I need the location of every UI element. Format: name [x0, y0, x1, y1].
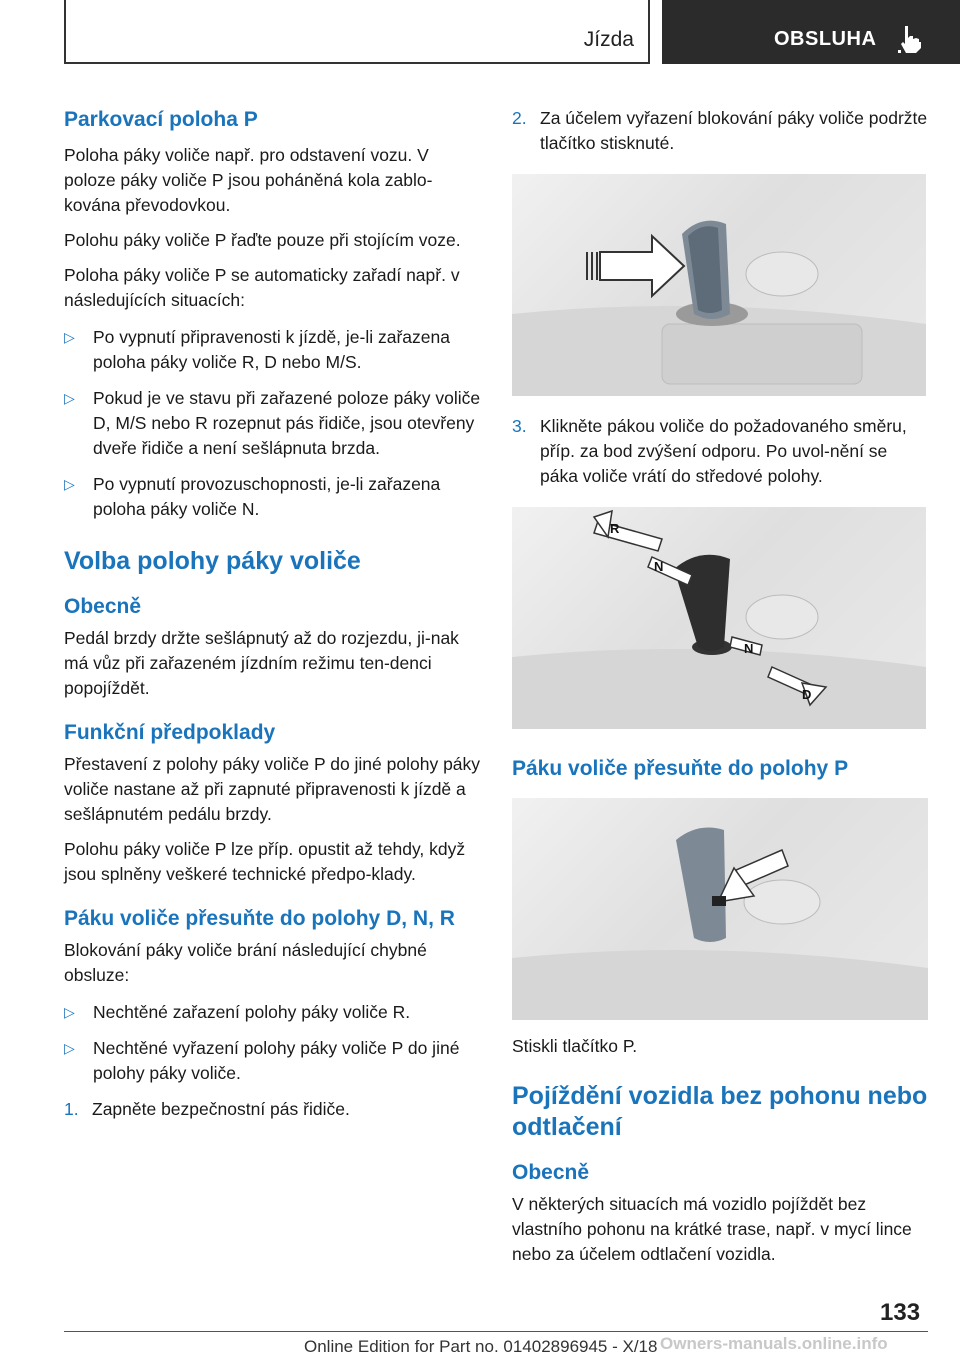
label-n-lower: N [744, 641, 754, 656]
left-column [64, 100, 484, 1122]
parking-title: Parkovací poloha P [64, 108, 258, 131]
watermark-site: Owners-manuals.online.info [660, 1334, 888, 1353]
chapter-title: OBSLUHA [774, 28, 877, 50]
general-title: Obecně [64, 595, 142, 618]
list-item: ▷ Nechtěné vyřazení polohy páky voliče P do jiné polohy páky voliče. [64, 1038, 460, 1083]
selector-directions-image [512, 507, 926, 729]
step-item: 3. Klikněte pákou voliče do požadovaného směru, příp. za bod zvýšení odporu. Po uvol-nění se páka voliče vrátí do středové polohy. [512, 416, 907, 486]
section-title: Jízda [583, 28, 634, 51]
step-item: 2. Za účelem vyřazení blokování páky voliče podržte tlačítko stisknuté. [512, 108, 928, 153]
list-item: ▷ Po vypnutí připravenosti k jízdě, je-li zařazena poloha páky voliče R, D nebo M/S. [64, 327, 450, 372]
nopower-paragraph: V některých situacích má vozidlo pojíždět bez vlastního pohonu na krátké trase, např. v mycí lince nebo za účelem odtlačení vozidla. [512, 1194, 912, 1264]
parking-paragraph-3: Poloha páky voliče P se automaticky zařadí např. v následujících situacích: [64, 265, 460, 310]
list-item: ▷ Nechtěné zařazení polohy páky voliče R. [64, 1002, 411, 1022]
p-title: Páku voliče přesuňte do polohy P [512, 757, 849, 780]
edition-text: Online Edition for Part no. 01402896945 - X/18 [304, 1337, 658, 1356]
label-d: D [802, 687, 812, 702]
prereq-paragraph-2: Polohu páky voliče P lze příp. opustit až tehdy, když jsou splněny veškeré technické předpo-klady. [64, 839, 466, 884]
prereq-paragraph-1: Přestavení z polohy páky voliče P do jiné polohy páky voliče nastane až při zapnuté připravenosti k jízdě a sešlápnutém pedálu brzdy. [64, 754, 481, 824]
footer-divider [64, 1331, 928, 1332]
prereq-title: Funkční předpoklady [64, 721, 276, 744]
selector-directions-illustration [512, 507, 926, 729]
general-paragraph: Pedál brzdy držte sešlápnutý až do rozjezdu, ji-nak má vůz při zařazeném jízdním režimu ten-denci popojíždět. [64, 628, 459, 698]
label-n-upper: N [654, 559, 664, 574]
parking-paragraph-1: Poloha páky voliče např. pro odstavení vozu. V poloze páky voliče P jsou poháněná kola zablo-kována převodovkou. [64, 145, 433, 215]
nopower-general-title: Obecně [512, 1161, 590, 1184]
header-section-box [64, 0, 650, 64]
selection-title: Volba polohy páky voliče [64, 547, 361, 575]
list-item: ▷ Po vypnutí provozuschopnosti, je-li zařazena poloha páky voliče N. [64, 474, 441, 519]
step-item: 1. Zapněte bezpečnostní pás řidiče. [64, 1099, 350, 1119]
selector-button-image [512, 174, 926, 396]
p-button-image [512, 798, 928, 1020]
p-caption: Stiskli tlačítko P. [512, 1036, 638, 1056]
nopower-title: Pojíždění vozidla bez pohonu nebo odtlačení [512, 1082, 928, 1141]
right-column [512, 100, 928, 1267]
header-chapter-box [662, 0, 960, 64]
page-number: 133 [880, 1299, 921, 1326]
label-r: R [610, 521, 620, 536]
parking-paragraph-2: Polohu páky voliče P řaďte pouze při stojícím voze. [64, 230, 461, 250]
p-button-illustration [512, 798, 928, 1020]
dnr-title: Páku voliče přesuňte do polohy D, N, R [64, 907, 455, 930]
dnr-paragraph: Blokování páky voliče brání následující chybné obsluze: [64, 940, 427, 985]
list-item: ▷ Pokud je ve stavu při zařazené poloze páky voliče D, M/S nebo R rozepnut pás řidiče, jsou otevřeny dveře řidiče a není sešlápnuta brzda. [64, 388, 481, 458]
hand-pointer-icon [896, 24, 924, 54]
selector-button-illustration [512, 174, 926, 396]
